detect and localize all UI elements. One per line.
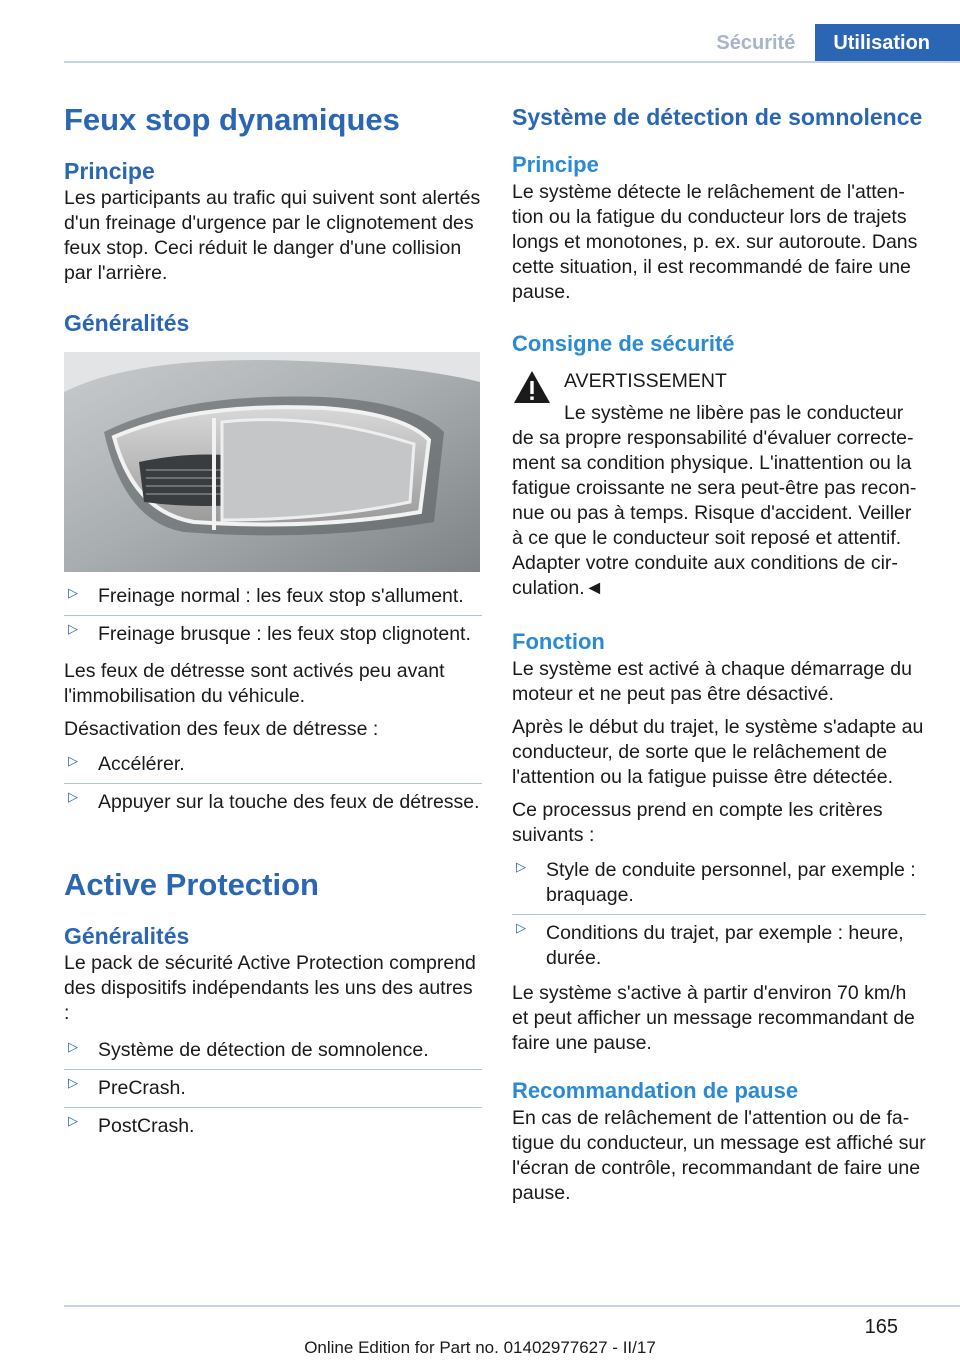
warning-text: Le système ne libère pas le conducteur de sa propre responsabilité d'évaluer correctement sa condition physique. L'inattention ou la fatigue croissante ne sera peut-être pas reconnue ou pas à temps. Risque d'accident. Veiller à ce que le conducteur soit reposé et attentif. Adapter votre conduite aux conditions de circulation.◄ — [512, 402, 917, 599]
triangle-bullet-icon: ▷ — [516, 920, 526, 935]
triangle-bullet-icon: ▷ — [68, 621, 78, 636]
heading-consigne: Consigne de sécurité — [512, 331, 735, 356]
paragraph-fonction-1: Le système est activé à chaque démarrage du moteur et ne peut pas être désactivé. — [512, 658, 912, 705]
paragraph-fonction-3: Ce processus prend en compte les critères suivants : — [512, 799, 883, 846]
list-desactivation — [64, 748, 482, 819]
paragraph-recommandation: En cas de relâchement de l'attention ou de fatigue du conducteur, un message est affiché sur l'écran de contrôle, recommandant de faire une pause. — [512, 1107, 926, 1204]
paragraph-desactivation: Désactivation des feux de détresse : — [64, 718, 379, 740]
left-column — [64, 96, 482, 1143]
list-item: ▷ Appuyer sur la touche des feux de détresse. — [64, 784, 482, 819]
heading-systeme-somnolence: Système de détection de somnolence — [512, 104, 923, 130]
list-criteres — [512, 854, 926, 975]
tab-securite[interactable]: Sécurité — [716, 32, 796, 54]
heading-feux-stop: Feux stop dynamiques — [64, 102, 400, 137]
list-item: ▷ Freinage brusque : les feux stop clignotent. — [64, 616, 482, 651]
list-item: ▷ Freinage normal : les feux stop s'allument. — [64, 580, 482, 616]
paragraph-principe: Les participants au trafic qui suivent sont alertés d'un freinage d'urgence par le clignotement des feux stop. Ceci réduit le danger d'une collision par l'arrière. — [64, 187, 481, 284]
list-item: ▷ Conditions du trajet, par exemple : heure, durée. — [512, 915, 926, 975]
list-freinage — [64, 580, 482, 651]
header-rule — [64, 61, 960, 63]
heading-active-protection: Active Protection — [64, 867, 319, 902]
paragraph-detresse: Les feux de détresse sont activés peu avant l'immobilisation du véhicule. — [64, 660, 445, 707]
page-number: 165 — [864, 1316, 898, 1338]
tab-utilisation[interactable]: Utilisation — [815, 24, 960, 62]
list-pack — [64, 1034, 482, 1143]
triangle-bullet-icon: ▷ — [68, 1039, 78, 1054]
heading-principe: Principe — [64, 158, 155, 184]
triangle-bullet-icon: ▷ — [68, 789, 78, 804]
triangle-bullet-icon: ▷ — [516, 859, 526, 874]
warning-title: AVERTISSEMENT — [564, 370, 727, 392]
edition-footer: Online Edition for Part no. 01402977627 - II/17 — [304, 1338, 656, 1357]
list-item: ▷ PreCrash. — [64, 1070, 482, 1108]
paragraph-pack: Le pack de sécurité Active Protection comprend des dispositifs indépendants les uns des autres : — [64, 952, 476, 1024]
tail-light-photo — [64, 352, 480, 572]
heading-generalites: Généralités — [64, 310, 190, 336]
triangle-bullet-icon: ▷ — [68, 585, 78, 600]
list-item: ▷ PostCrash. — [64, 1108, 482, 1143]
warning-triangle-icon — [512, 369, 552, 405]
heading-fonction: Fonction — [512, 629, 605, 654]
heading-principe-2: Principe — [512, 152, 599, 177]
list-item: ▷ Style de conduite personnel, par exemple : braquage. — [512, 854, 926, 915]
warning-block — [512, 369, 926, 601]
paragraph-fonction-4: Le système s'active à partir d'environ 70 km/h et peut afficher un message recommandant de faire une pause. — [512, 982, 915, 1054]
right-column — [512, 96, 926, 1206]
triangle-bullet-icon: ▷ — [68, 1113, 78, 1128]
list-item: ▷ Accélérer. — [64, 748, 482, 784]
heading-recommandation: Recommandation de pause — [512, 1078, 799, 1103]
list-item: ▷ Système de détection de somnolence. — [64, 1034, 482, 1070]
paragraph-fonction-2: Après le début du trajet, le système s'adapte au conducteur, de sorte que le relâchement de l'attention ou la fatigue puisse être détectée. — [512, 716, 924, 788]
heading-generalites-2: Généralités — [64, 923, 190, 949]
triangle-bullet-icon: ▷ — [68, 1075, 78, 1090]
footer-rule — [64, 1305, 960, 1307]
paragraph-principe-2: Le système détecte le relâchement de l'attention ou la fatigue du conducteur lors de trajets longs et monotones, p. ex. sur autoroute. Dans cette situation, il est recommandé de faire une pause. — [512, 181, 918, 303]
triangle-bullet-icon: ▷ — [68, 753, 78, 768]
chapter-tabs — [696, 24, 960, 62]
